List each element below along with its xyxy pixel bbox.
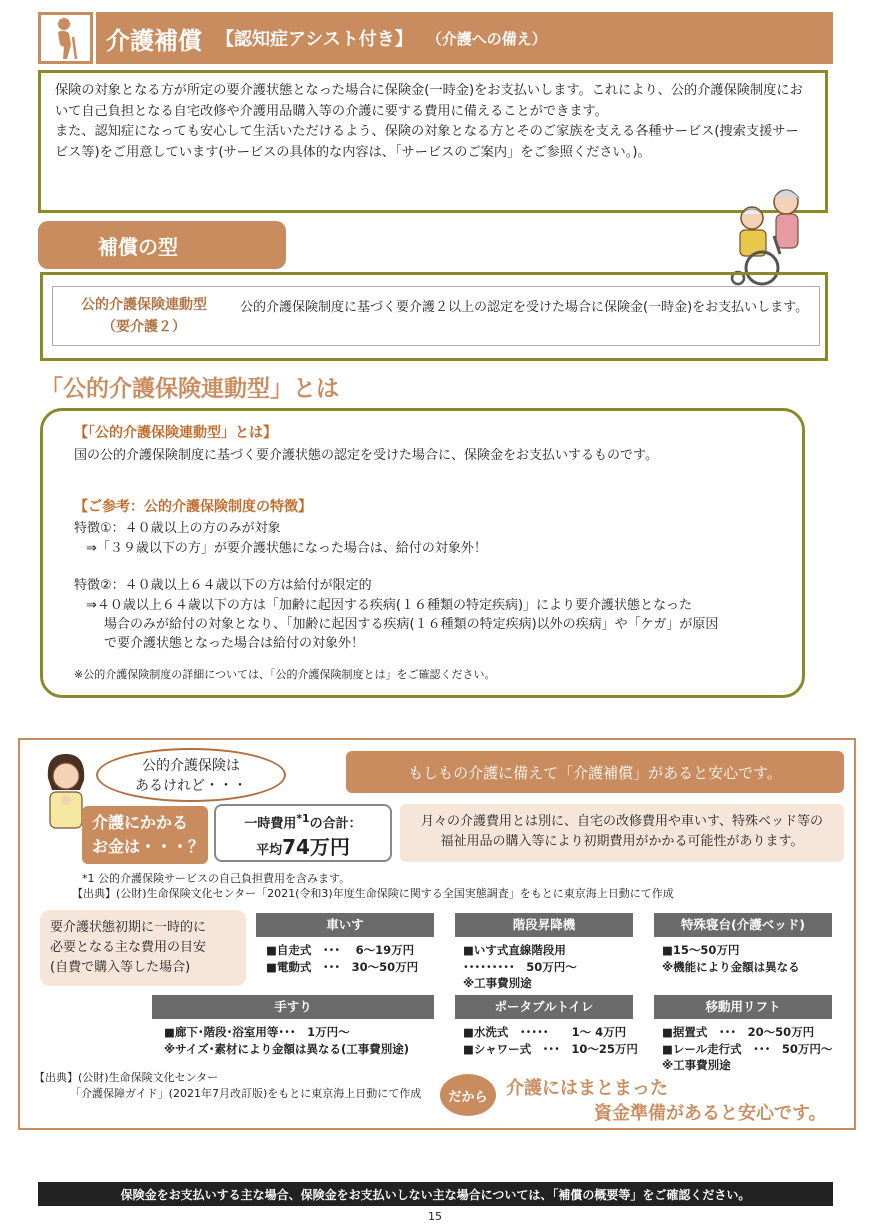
total-avg-label: 平均	[256, 843, 283, 859]
cost-card-title: 移動用リフト	[654, 995, 832, 1019]
cost-line: ■自走式 ･･･ 6～19万円	[266, 943, 415, 957]
header-band	[96, 12, 833, 64]
cost-card-title: ポータブルトイレ	[455, 995, 633, 1019]
cost-line: ■いす式直線階段用	[463, 943, 566, 957]
care-cost-line1: 介護にかかる	[92, 813, 189, 832]
cost-card-title: 手すり	[152, 995, 434, 1019]
guide-line1: 要介護状態初期に一時的に	[50, 920, 207, 935]
type-tab: 補償の型	[38, 221, 286, 269]
cost-card-body	[455, 1019, 638, 1057]
total-cost-label	[216, 812, 390, 831]
monthly-cost-note	[400, 804, 844, 862]
cost-card-body	[455, 937, 633, 992]
speech-bubble	[96, 748, 286, 802]
intro-box	[38, 70, 828, 213]
cost-line: ■レール走行式 ･･･ 50万円～	[662, 1041, 833, 1056]
conclusion-line2: 資金準備があると安心です。	[594, 1103, 827, 1124]
cost-line: ■シャワー式 ･･･ 10～25万円	[463, 1041, 638, 1056]
cost-line: ■据置式 ･･･ 20～50万円	[662, 1025, 815, 1039]
cost-card-body	[152, 1019, 434, 1057]
cost-card-title: 階段昇降機	[455, 913, 633, 937]
source-2-line1: 【出典】(公財)生命保険文化センター	[34, 1071, 219, 1084]
feature-2-detail-1: ⇒４０歳以上６４歳以下の方は「加齢に起因する疾病(１６種類の特定疾病)」により要介護状態となった	[86, 598, 693, 613]
feature-1-detail: ⇒「３９歳以下の方」が要介護状態になった場合は、給付の対象外！	[86, 541, 487, 556]
page-number: 15	[428, 1210, 442, 1223]
about-heading-1: 【「公的介護保険連動型」とは】	[74, 425, 277, 441]
cost-card-transfer-lift	[654, 995, 832, 1074]
cost-line: ※工事費別途	[662, 1058, 731, 1072]
cost-card-body	[654, 1019, 832, 1074]
total-footnote-mark: *1	[296, 812, 310, 825]
total-label-suffix: の合計：	[309, 816, 362, 832]
total-label-text: 一時費用	[244, 816, 297, 832]
cost-card-body	[654, 937, 832, 975]
type-name-line2: （要介護２）	[102, 319, 186, 335]
feature-2: 特徴②：４０歳以上６４歳以下の方は給付が限定的	[74, 578, 372, 593]
page-title: 介護補償	[106, 26, 202, 55]
cost-line: ■水洗式 ･････ 1～ 4万円	[463, 1025, 627, 1039]
cost-line: ･････････ 50万円～	[463, 959, 577, 974]
total-cost-value: 74万円	[282, 835, 350, 860]
intro-paragraph-1: 保険の対象となる方が所定の要介護状態となった場合に保険金(一時金)をお支払いします。これにより、公的介護保険制度において自己負担となる自宅改修や介護用品購入等の介護に要する費用に備えることができます。	[55, 83, 803, 119]
conclusion-line1: 介護にはまとまった	[506, 1078, 668, 1099]
speech-line1: 公的介護保険は	[142, 758, 240, 774]
care-cost-line2: お金は・・・？	[92, 837, 205, 856]
cost-card-stairlift	[455, 913, 633, 992]
cost-card-care-bed	[654, 913, 832, 975]
cost-card-handrail	[152, 995, 434, 1057]
dakara-badge: だから	[440, 1074, 496, 1116]
feature-2-detail-2: 場合のみが給付の対象となり、「加齢に起因する疾病(１６種類の特定疾病)以外の疾病」や「ケガ」が原因	[104, 617, 719, 632]
cost-card-wheelchair	[256, 913, 434, 975]
footnote-1: *1 公的介護保険サービスの自己負担費用を含みます。	[82, 872, 351, 885]
page-subtitle-2: （介護への備え）	[426, 29, 547, 48]
about-text-1: 国の公的介護保険制度に基づく要介護状態の認定を受けた場合に、保険金をお支払いするものです。	[74, 448, 658, 463]
about-heading-2: 【ご参考：公的介護保険制度の特徴】	[74, 499, 312, 515]
guide-line3: (自費で購入等した場合)	[50, 960, 191, 975]
feature-1: 特徴①：４０歳以上の方のみが対象	[74, 521, 281, 536]
section-header	[38, 12, 833, 64]
cost-guide-label	[40, 910, 246, 986]
cost-line: ※サイズ･素材により金額は異なる(工事費別途)	[164, 1041, 410, 1056]
about-section-title: 「公的介護保険連動型」とは	[40, 376, 339, 402]
type-name	[54, 294, 234, 338]
monthly-line2: 福祉用品の購入等により初期費用がかかる可能性があります。	[440, 834, 804, 849]
cost-line: ■15～50万円	[662, 943, 740, 957]
source-1: 【出典】(公財)生命保険文化センター「2021(令和3)年度生命保険に関する全国実態調査」をもとに東京海上日動にて作成	[72, 887, 674, 900]
cost-card-body	[256, 937, 434, 975]
cost-card-title: 車いす	[256, 913, 434, 937]
anshin-banner: もしもの介護に備えて「介護補償」があると安心です。	[346, 751, 844, 793]
monthly-line1: 月々の介護費用とは別に、自宅の改修費用や車いす、特殊ベッド等の	[421, 814, 823, 829]
footer-bar: 保険金をお支払いする主な場合、保険金をお支払いしない主な場合については、「補償の概要等」をご確認ください。	[38, 1182, 833, 1206]
cost-line: ※工事費別途	[463, 976, 532, 990]
elderly-person-icon	[38, 12, 93, 64]
feature-2-detail-3: で要介護状態となった場合は給付の対象外！	[104, 636, 365, 651]
source-2-line2: 「介護保障ガイド」(2021年7月改訂版)をもとに東京海上日動にて作成	[70, 1087, 422, 1100]
type-description: 公的介護保険制度に基づく要介護２以上の認定を受けた場合に保険金(一時金)をお支払いします。	[240, 300, 809, 315]
cost-line: ■廊下･階段･浴室用等･･･ 1万円～	[164, 1025, 350, 1039]
type-name-line1: 公的介護保険連動型	[81, 297, 207, 313]
intro-paragraph-2: また、認知症になっても安心して生活いただけるよう、保険の対象となる方とそのご家族を支える各種サービス(捜索支援サービス等)をご用意しています(サービスの具体的な内容は、「サービスのご案内」をご参照ください。)。	[55, 124, 799, 160]
cost-card-portable-toilet	[455, 995, 638, 1057]
total-cost-box	[214, 804, 392, 862]
page-subtitle: 【認知症アシスト付き】	[216, 29, 413, 50]
cost-card-title: 特殊寝台(介護ベッド)	[654, 913, 832, 937]
care-cost-question	[82, 806, 208, 864]
cost-line: ※機能により金額は異なる	[662, 959, 800, 974]
speech-line2: あるけれど・・・	[135, 778, 247, 794]
guide-line2: 必要となる主な費用の目安	[50, 940, 207, 955]
about-note: ※公的介護保険制度の詳細については、「公的介護保険制度とは」をご確認ください。	[74, 668, 496, 681]
cost-line: ■電動式 ･･･ 30～50万円	[266, 959, 419, 974]
